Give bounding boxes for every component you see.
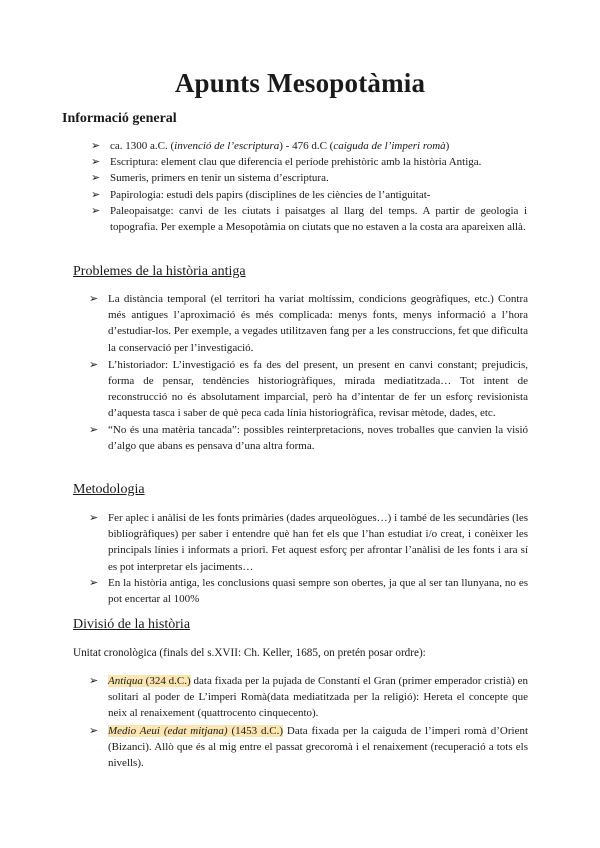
bullet-arrow-icon: ➢ bbox=[89, 512, 99, 524]
list-item bbox=[0, 673, 528, 722]
term-date: (1453 d.C.) bbox=[227, 724, 283, 737]
bullet-arrow-icon: ➢ bbox=[91, 156, 101, 169]
term-italic: Antiqua bbox=[108, 675, 143, 687]
item-text: ) bbox=[445, 140, 450, 152]
bullet-arrow-icon: ➢ bbox=[89, 675, 99, 687]
list-item bbox=[0, 422, 528, 454]
section-heading-general: Informació general bbox=[62, 111, 177, 126]
list-item bbox=[0, 138, 527, 154]
list-item bbox=[0, 575, 528, 607]
highlighted-term bbox=[108, 675, 191, 687]
item-text: Sumeris, primers en tenir un sistema d’escriptura. bbox=[110, 172, 329, 185]
item-text: La distància temporal (el territori ha variat moltíssim, condicions geogràfiques, etc.) Contra més antigues l’aproximació és més complicada: menys fonts, menys informació a l’hora d’estudiar-los. Per exemple, a vegades utilitzaven fang per a les construccions, fet que dificulta la conservació per l’investigació. bbox=[108, 293, 528, 354]
bullet-arrow-icon: ➢ bbox=[91, 140, 101, 152]
division-intro: Unitat cronològica (finals del s.XVII: Ch. Keller, 1685, on pretén posar ordre): bbox=[73, 647, 426, 659]
bullet-arrow-icon: ➢ bbox=[89, 724, 99, 737]
item-text: Fer aplec i anàlisi de les fonts primàries (dades arqueològues…) i també de les secundàries (les bibliogràfiques) per saber i entendre què han fet els que l’han estudiat i/o creat, i conèixer les principals línies i informats a priori. Fet aquest esforç per afrontar l’anàlisi de les fonts i ara sí es pot interpretar els jaciments… bbox=[108, 512, 528, 573]
item-italic: invenció de l’escriptura bbox=[174, 140, 280, 152]
item-text: Escriptura: element clau que diferencia el període prehistòric amb la història Antiga. bbox=[110, 156, 482, 169]
general-list bbox=[0, 138, 527, 235]
section-heading-problems: Problemes de la història antiga bbox=[73, 264, 246, 279]
item-text: ca. 1300 a.C. ( bbox=[110, 140, 175, 152]
bullet-arrow-icon: ➢ bbox=[91, 188, 101, 201]
list-item bbox=[0, 291, 528, 356]
division-list bbox=[0, 673, 528, 771]
list-item bbox=[0, 187, 527, 203]
page-title: Apunts Mesopotàmia bbox=[174, 68, 426, 98]
list-item bbox=[0, 510, 528, 575]
item-text: Papirologia: estudi dels papirs (disciplines de les ciències de l’antiguitat- bbox=[110, 188, 431, 201]
section-heading-method: Metodologia bbox=[73, 482, 145, 497]
bullet-arrow-icon: ➢ bbox=[91, 172, 101, 185]
item-text: Paleopaisatge: canvi de les ciutats i paisatges al llarg del temps. A partir de geologia i topografia. Per exemple a Mesopotàmia on ciutats que no estaven a la costa ara apareixen allà. bbox=[110, 204, 527, 234]
item-text: data fixada per la pujada de Constantí el Gran (primer emperador cristià) en solitari al poder de L’imperi Romà(data mediatitzada per la religió): Hereta el concepte que neix al renaixement (quattrocento cinquecento). bbox=[108, 675, 528, 720]
list-item bbox=[0, 154, 527, 170]
bullet-arrow-icon: ➢ bbox=[89, 293, 99, 305]
list-item bbox=[0, 357, 528, 422]
list-item bbox=[0, 170, 527, 186]
list-item bbox=[0, 203, 527, 235]
list-item bbox=[0, 723, 528, 772]
term-italic: Medio Aeui (edat mitjana) bbox=[108, 724, 228, 737]
bullet-arrow-icon: ➢ bbox=[89, 576, 99, 589]
item-text: L’historiador: L’investigació es fa des del present, un present en canvi constant; prejudicis, forma de pensar, tendències historiogràfiques, mirada mediatitzada… Tot intent de reconstrucció no és absolutament imparcial, però ha d’intentar de fer un esforç revisionista d’aquesta tasca i saber de què peca cada línia historiogràfica, revisar mètode, dades, etc. bbox=[108, 358, 528, 420]
method-list bbox=[0, 510, 528, 607]
item-text: ) - 476 d.C ( bbox=[279, 140, 334, 152]
item-text: En la història antiga, les conclusions quasi sempre son obertes, ja que al ser tan llunyana, no es pot encertar al 100% bbox=[108, 576, 528, 606]
item-italic: caiguda de l’imperi romà bbox=[333, 140, 446, 152]
item-text: “No és una matèria tancada”: possibles reinterpretacions, noves troballes que canvien la visió d’algo que abans es pensava d’una altra forma. bbox=[108, 423, 528, 452]
bullet-arrow-icon: ➢ bbox=[89, 423, 99, 436]
term-date: (324 d.C.) bbox=[142, 675, 191, 687]
problems-list bbox=[0, 291, 528, 454]
item-text: Data fixada per la caiguda de l’imperi romà d’Orient (Bizanci). Allò que és al mig entre el passat grecoromà i el renaixement (recuperació a tots els nivells). bbox=[108, 724, 529, 770]
bullet-arrow-icon: ➢ bbox=[91, 204, 101, 217]
section-heading-division: Divisió de la història bbox=[73, 617, 191, 632]
highlighted-term bbox=[108, 725, 283, 737]
bullet-arrow-icon: ➢ bbox=[89, 358, 99, 371]
